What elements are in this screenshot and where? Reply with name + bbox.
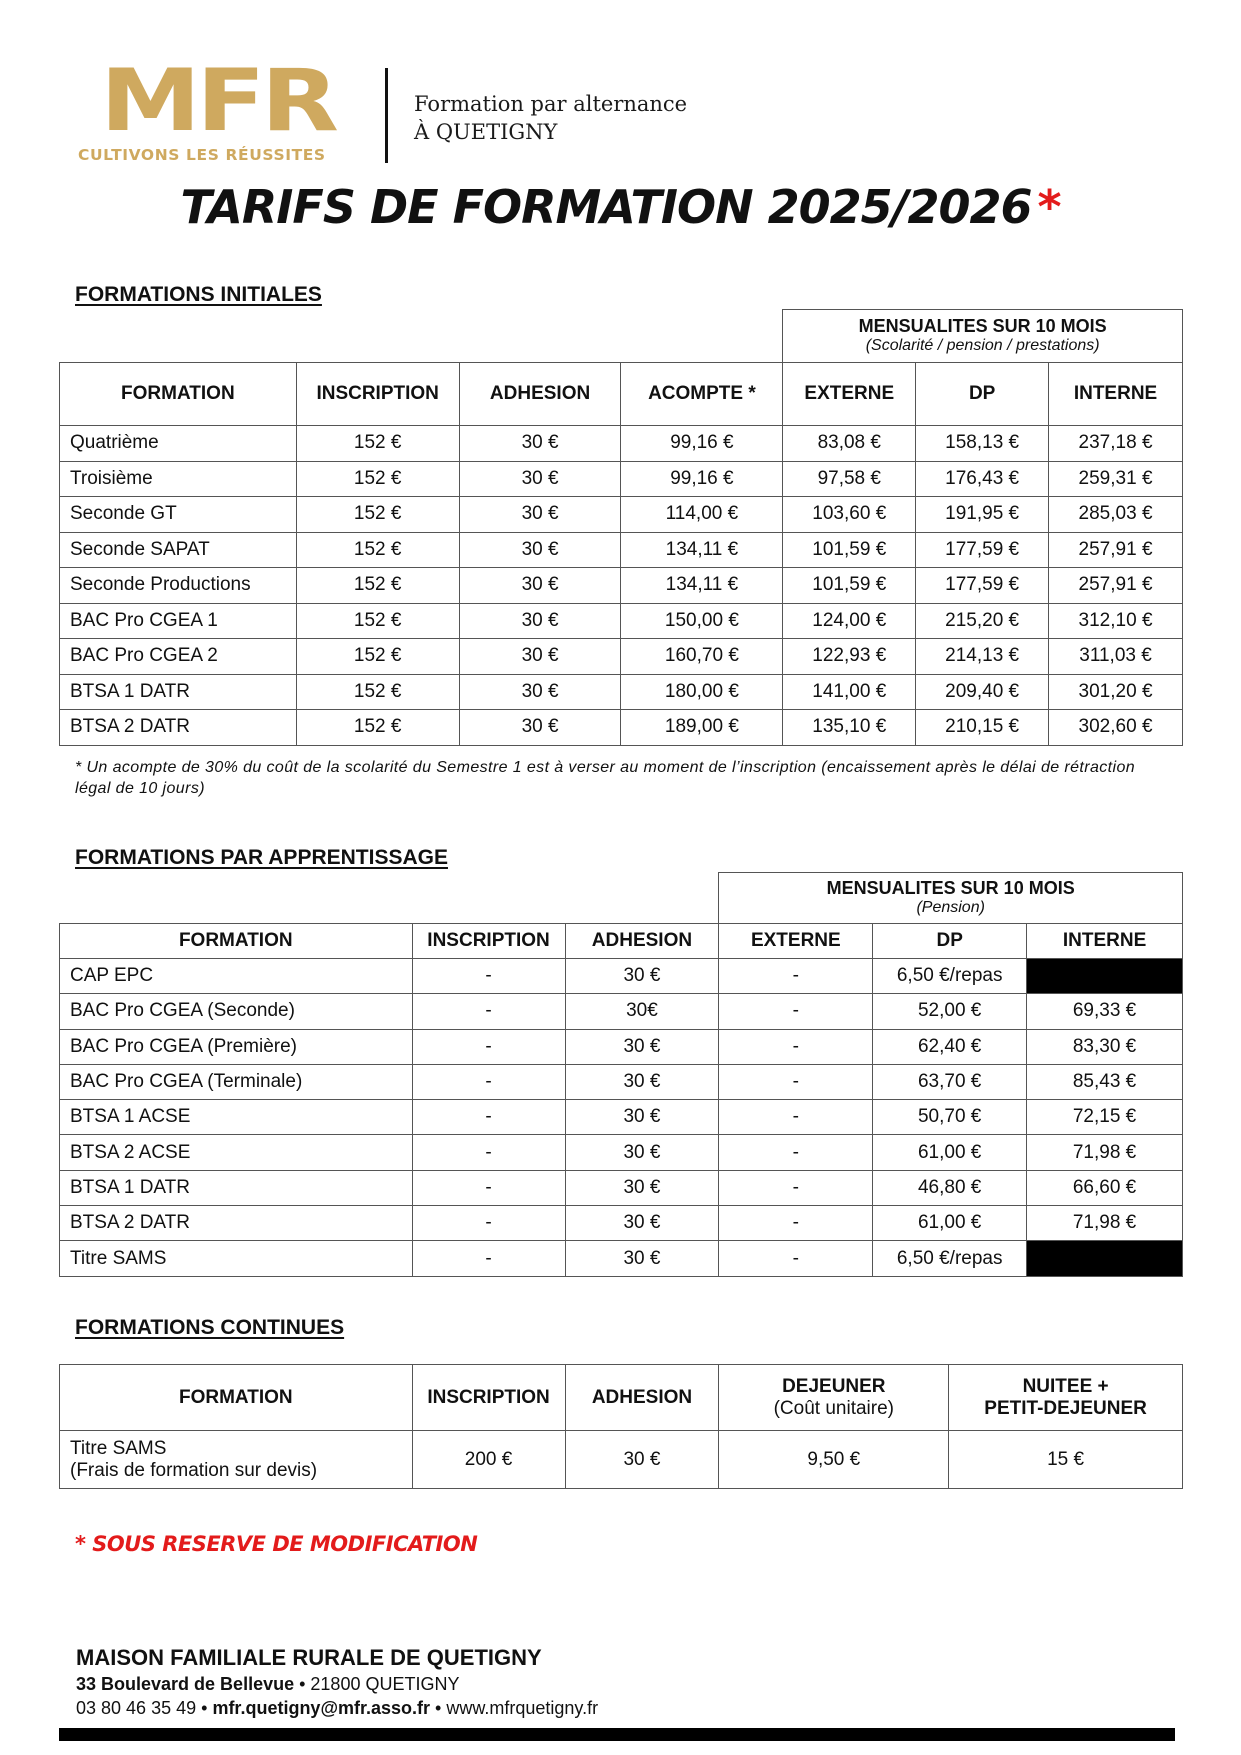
page-title bbox=[0, 180, 1241, 234]
cell-value: 285,03 € bbox=[1049, 497, 1183, 533]
cell-value: 69,33 € bbox=[1027, 994, 1183, 1029]
cell-formation: Titre SAMS (Frais de formation sur devis) bbox=[60, 1431, 413, 1489]
section-title-initiales: FORMATIONS INITIALES bbox=[75, 283, 322, 306]
table-row bbox=[60, 1241, 1183, 1276]
cell-dejeuner: 9,50 € bbox=[719, 1431, 949, 1489]
acompte-footnote: * Un acompte de 30% du coût de la scolarité du Semestre 1 est à verser au moment de l’inscription (encaissement après le délai de rétraction légal de 10 jours) bbox=[75, 759, 1136, 797]
cell-value: - bbox=[412, 1241, 565, 1276]
cell-value: 30 € bbox=[565, 1241, 719, 1276]
cell-value: 257,91 € bbox=[1049, 568, 1183, 604]
table-row bbox=[60, 710, 1183, 746]
footer-email-link[interactable]: mfr.quetigny@mfr.asso.fr bbox=[212, 1698, 431, 1718]
cell-value: 46,80 € bbox=[873, 1170, 1027, 1205]
cell-formation: Quatrième bbox=[60, 426, 297, 462]
cell-value: 99,16 € bbox=[621, 461, 783, 497]
mfr-logo bbox=[78, 51, 368, 172]
cell-value: 302,60 € bbox=[1049, 710, 1183, 746]
cell-value: 152 € bbox=[296, 674, 459, 710]
cell-formation: Seconde SAPAT bbox=[60, 532, 297, 568]
col-header: DP bbox=[916, 363, 1049, 426]
col-header: INTERNE bbox=[1049, 363, 1183, 426]
cell-formation: BTSA 2 ACSE bbox=[60, 1135, 413, 1170]
cell-value: 85,43 € bbox=[1027, 1064, 1183, 1099]
cell-nuitee: 15 € bbox=[949, 1431, 1183, 1489]
cell-formation: Seconde Productions bbox=[60, 568, 297, 604]
cell-value: 30 € bbox=[565, 1206, 719, 1241]
col-header: FORMATION bbox=[60, 924, 413, 959]
table-row bbox=[60, 1064, 1183, 1099]
cell-value: 30 € bbox=[459, 603, 621, 639]
cell-value: - bbox=[719, 994, 873, 1029]
cell-value: 312,10 € bbox=[1049, 603, 1183, 639]
cell-value: 99,16 € bbox=[621, 426, 783, 462]
cell-value: 180,00 € bbox=[621, 674, 783, 710]
cell-value bbox=[1027, 959, 1183, 994]
cell-value: 97,58 € bbox=[783, 461, 916, 497]
cell-value: 124,00 € bbox=[783, 603, 916, 639]
cell-value: 152 € bbox=[296, 497, 459, 533]
cell-formation: BAC Pro CGEA (Terminale) bbox=[60, 1064, 413, 1099]
table-row bbox=[60, 461, 1183, 497]
col-header: INSCRIPTION bbox=[412, 924, 565, 959]
table-row bbox=[60, 959, 1183, 994]
cell-formation: BTSA 2 DATR bbox=[60, 710, 297, 746]
cell-formation: BAC Pro CGEA (Première) bbox=[60, 1029, 413, 1064]
cell-value: 257,91 € bbox=[1049, 532, 1183, 568]
col-header-nuitee: NUITEE + PETIT-DEJEUNER bbox=[949, 1365, 1183, 1431]
cell-value: 158,13 € bbox=[916, 426, 1049, 462]
cell-value: 30 € bbox=[459, 568, 621, 604]
cell-value: 30 € bbox=[459, 461, 621, 497]
col-header: ADHESION bbox=[565, 1365, 719, 1431]
asterisk-icon: * bbox=[1037, 180, 1061, 234]
cell-value: 6,50 €/repas bbox=[873, 959, 1027, 994]
cell-value: - bbox=[412, 1064, 565, 1099]
cell-value: - bbox=[412, 1135, 565, 1170]
cell-value: 72,15 € bbox=[1027, 1100, 1183, 1135]
col-header: INSCRIPTION bbox=[412, 1365, 565, 1431]
table-row bbox=[60, 603, 1183, 639]
col-header: FORMATION bbox=[60, 1365, 413, 1431]
cell-value: - bbox=[719, 1100, 873, 1135]
cell-value: 63,70 € bbox=[873, 1064, 1027, 1099]
col-header: INSCRIPTION bbox=[296, 363, 459, 426]
col-header-dejeuner: DEJEUNER (Coût unitaire) bbox=[719, 1365, 949, 1431]
header-subtitle-line2: À QUETIGNY bbox=[414, 120, 558, 144]
table-row bbox=[60, 994, 1183, 1029]
cell-value: 135,10 € bbox=[783, 710, 916, 746]
table-apprentissage bbox=[59, 872, 1183, 1277]
cell-value: 101,59 € bbox=[783, 568, 916, 604]
cell-value: - bbox=[412, 959, 565, 994]
header-subtitle bbox=[414, 90, 687, 146]
cell-value: - bbox=[412, 994, 565, 1029]
cell-value: 114,00 € bbox=[621, 497, 783, 533]
group-subheader: (Pension) bbox=[916, 899, 985, 916]
cell-value: 83,30 € bbox=[1027, 1029, 1183, 1064]
group-header-mensualites: MENSUALITES SUR 10 MOIS (Scolarité / pension / prestations) bbox=[783, 310, 1183, 363]
cell-value: 6,50 €/repas bbox=[873, 1241, 1027, 1276]
section-title-continues: FORMATIONS CONTINUES bbox=[75, 1316, 345, 1339]
cell-value: - bbox=[719, 1064, 873, 1099]
cell-value: 50,70 € bbox=[873, 1100, 1027, 1135]
cell-value: 189,00 € bbox=[621, 710, 783, 746]
cell-inscription: 200 € bbox=[412, 1431, 565, 1489]
logo-tagline: CULTIVONS LES RÉUSSITES bbox=[78, 146, 326, 164]
cell-value: 30 € bbox=[565, 1064, 719, 1099]
cell-value: - bbox=[719, 1029, 873, 1064]
footer-address: 33 Boulevard de Bellevue • 21800 QUETIGNY bbox=[76, 1674, 460, 1694]
cell-value: 61,00 € bbox=[873, 1206, 1027, 1241]
col-header: DP bbox=[873, 924, 1027, 959]
cell-formation: BTSA 2 DATR bbox=[60, 1206, 413, 1241]
cell-value: - bbox=[719, 1241, 873, 1276]
cell-value: - bbox=[719, 1135, 873, 1170]
cell-value: 30€ bbox=[565, 994, 719, 1029]
section-title-apprentissage: FORMATIONS PAR APPRENTISSAGE bbox=[75, 846, 448, 869]
table-header-row bbox=[60, 363, 1183, 426]
cell-formation: BTSA 1 DATR bbox=[60, 674, 297, 710]
table-row bbox=[60, 568, 1183, 604]
cell-value: - bbox=[719, 1170, 873, 1205]
group-header-mensualites: MENSUALITES SUR 10 MOIS (Pension) bbox=[719, 873, 1183, 924]
cell-value: 301,20 € bbox=[1049, 674, 1183, 710]
cell-value: 160,70 € bbox=[621, 639, 783, 675]
footer-website-link[interactable]: www.mfrquetigny.fr bbox=[446, 1698, 599, 1718]
footer-contact: 03 80 46 35 49 • mfr.quetigny@mfr.asso.fr • www.mfrquetigny.fr bbox=[76, 1698, 599, 1718]
col-header: ACOMPTE * bbox=[621, 363, 783, 426]
table-row bbox=[60, 1431, 1183, 1489]
cell-value: 83,08 € bbox=[783, 426, 916, 462]
cell-value: 176,43 € bbox=[916, 461, 1049, 497]
col-header: EXTERNE bbox=[719, 924, 873, 959]
cell-value: 71,98 € bbox=[1027, 1135, 1183, 1170]
cell-formation: BAC Pro CGEA 1 bbox=[60, 603, 297, 639]
cell-value: 152 € bbox=[296, 461, 459, 497]
cell-formation: Troisième bbox=[60, 461, 297, 497]
cell-value: - bbox=[412, 1029, 565, 1064]
cell-value: 61,00 € bbox=[873, 1135, 1027, 1170]
footer-street: 33 Boulevard de Bellevue bbox=[76, 1674, 295, 1694]
cell-value: 122,93 € bbox=[783, 639, 916, 675]
cell-formation: BTSA 1 ACSE bbox=[60, 1100, 413, 1135]
table-row bbox=[60, 497, 1183, 533]
table-header-row bbox=[60, 924, 1183, 959]
cell-value: 30 € bbox=[565, 1170, 719, 1205]
cell-formation: CAP EPC bbox=[60, 959, 413, 994]
cell-value: 30 € bbox=[459, 426, 621, 462]
table-row bbox=[60, 1100, 1183, 1135]
cell-value: 52,00 € bbox=[873, 994, 1027, 1029]
cell-value: 103,60 € bbox=[783, 497, 916, 533]
group-subheader: (Scolarité / pension / prestations) bbox=[865, 337, 1100, 354]
cell-value: 30 € bbox=[565, 959, 719, 994]
cell-value: 101,59 € bbox=[783, 532, 916, 568]
cell-value: 30 € bbox=[565, 1100, 719, 1135]
cell-formation: BTSA 1 DATR bbox=[60, 1170, 413, 1205]
cell-value: 30 € bbox=[459, 532, 621, 568]
table-row bbox=[60, 1135, 1183, 1170]
cell-value: 209,40 € bbox=[916, 674, 1049, 710]
footer-bar bbox=[59, 1728, 1175, 1741]
cell-value: 150,00 € bbox=[621, 603, 783, 639]
cell-value: 71,98 € bbox=[1027, 1206, 1183, 1241]
cell-value: 152 € bbox=[296, 568, 459, 604]
cell-value: 210,15 € bbox=[916, 710, 1049, 746]
cell-value: 66,60 € bbox=[1027, 1170, 1183, 1205]
cell-value: - bbox=[719, 1206, 873, 1241]
cell-formation: Titre SAMS bbox=[60, 1241, 413, 1276]
cell-value: 152 € bbox=[296, 532, 459, 568]
cell-value: 30 € bbox=[459, 710, 621, 746]
cell-formation: Seconde GT bbox=[60, 497, 297, 533]
cell-value: 215,20 € bbox=[916, 603, 1049, 639]
cell-value: 141,00 € bbox=[783, 674, 916, 710]
table-row bbox=[60, 1170, 1183, 1205]
cell-value: 152 € bbox=[296, 710, 459, 746]
cell-value: 30 € bbox=[459, 674, 621, 710]
col-header: ADHESION bbox=[459, 363, 621, 426]
col-header: INTERNE bbox=[1027, 924, 1183, 959]
table-row bbox=[60, 532, 1183, 568]
cell-value: 30 € bbox=[459, 639, 621, 675]
header-subtitle-line1: Formation par alternance bbox=[414, 92, 688, 116]
table-row bbox=[60, 426, 1183, 462]
cell-adhesion: 30 € bbox=[565, 1431, 719, 1489]
cell-value: 152 € bbox=[296, 639, 459, 675]
cell-value: - bbox=[412, 1100, 565, 1135]
table-row bbox=[60, 674, 1183, 710]
cell-formation: BAC Pro CGEA 2 bbox=[60, 639, 297, 675]
cell-value: 30 € bbox=[565, 1029, 719, 1064]
footer-phone: 03 80 46 35 49 bbox=[76, 1698, 197, 1718]
footer-org-name: MAISON FAMILIALE RURALE DE QUETIGNY bbox=[76, 1645, 542, 1670]
cell-value: 134,11 € bbox=[621, 532, 783, 568]
cell-value: 259,31 € bbox=[1049, 461, 1183, 497]
page-title-text: TARIFS DE FORMATION 2025/2026 bbox=[180, 180, 1032, 234]
cell-value: - bbox=[412, 1170, 565, 1205]
cell-value: 191,95 € bbox=[916, 497, 1049, 533]
reserve-notice: * SOUS RESERVE DE MODIFICATION bbox=[75, 1532, 478, 1556]
table-row bbox=[60, 1206, 1183, 1241]
header-divider bbox=[385, 68, 388, 163]
col-header: FORMATION bbox=[60, 363, 297, 426]
col-header: EXTERNE bbox=[783, 363, 916, 426]
cell-value: 214,13 € bbox=[916, 639, 1049, 675]
cell-value bbox=[1027, 1241, 1183, 1276]
col-header: ADHESION bbox=[565, 924, 719, 959]
cell-value: 237,18 € bbox=[1049, 426, 1183, 462]
table-continues bbox=[59, 1364, 1183, 1489]
table-header-row bbox=[60, 1365, 1183, 1431]
footer-city: 21800 QUETIGNY bbox=[310, 1674, 460, 1694]
table-initiales bbox=[59, 309, 1183, 746]
table-row bbox=[60, 1029, 1183, 1064]
cell-value: 311,03 € bbox=[1049, 639, 1183, 675]
cell-value: 177,59 € bbox=[916, 568, 1049, 604]
logo-wordmark: MFR bbox=[100, 51, 335, 151]
cell-value: 62,40 € bbox=[873, 1029, 1027, 1064]
cell-value: 152 € bbox=[296, 426, 459, 462]
cell-value: 134,11 € bbox=[621, 568, 783, 604]
cell-value: 30 € bbox=[459, 497, 621, 533]
cell-value: 30 € bbox=[565, 1135, 719, 1170]
cell-formation: BAC Pro CGEA (Seconde) bbox=[60, 994, 413, 1029]
cell-value: - bbox=[412, 1206, 565, 1241]
table-row bbox=[60, 639, 1183, 675]
cell-value: 152 € bbox=[296, 603, 459, 639]
cell-value: 177,59 € bbox=[916, 532, 1049, 568]
cell-value: - bbox=[719, 959, 873, 994]
